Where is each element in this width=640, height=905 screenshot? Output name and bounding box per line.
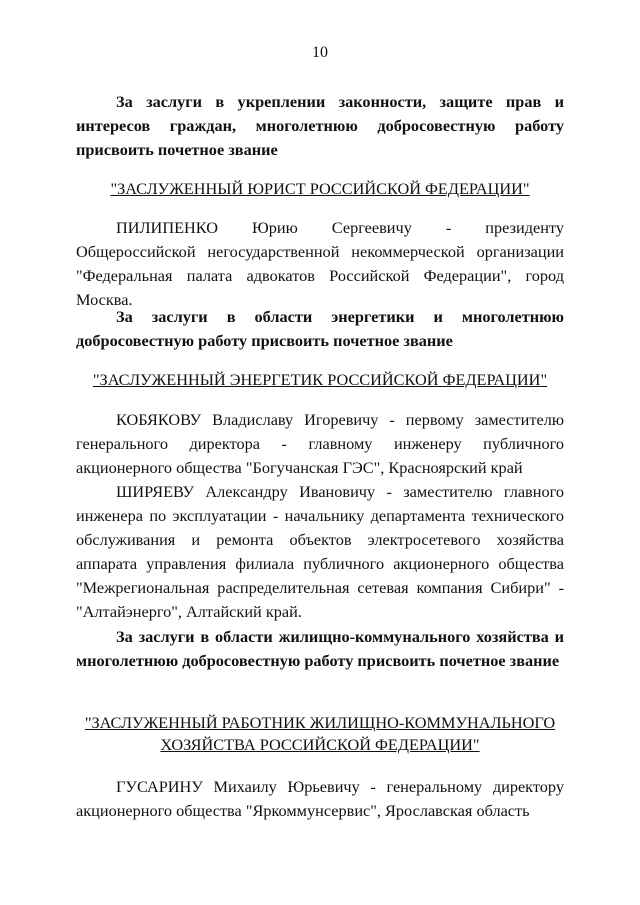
section-3-intro: За заслуги в области жилищно-коммунального хозяйства и многолетнюю добросовестную работу присвоить почетное звание <box>76 627 564 670</box>
page-number: 10 <box>312 44 328 61</box>
section-3-title-line-1: "ЗАСЛУЖЕННЫЙ РАБОТНИК ЖИЛИЩНО-КОММУНАЛЬНОГО <box>84 713 556 732</box>
section-1-intro: За заслуги в укреплении законности, защите прав и интересов граждан, многолетнюю добросовестную работу присвоить почетное звание <box>76 92 564 159</box>
section-1-awardee-1: ПИЛИПЕНКО Юрию Сергеевичу - президенту Общероссийской негосударственной некоммерческой организации "Федеральная палата адвокатов Российской Федерации", город Москва. <box>76 218 564 309</box>
section-2-awardee-1: КОБЯКОВУ Владиславу Игоревичу - первому заместителю генерального директора - главному инженеру публичного акционерного общества "Богучанская ГЭС", Красноярский край <box>76 410 564 477</box>
section-2-title: "ЗАСЛУЖЕННЫЙ ЭНЕРГЕТИК РОССИЙСКОЙ ФЕДЕРАЦИИ" <box>92 370 548 389</box>
section-1-title: "ЗАСЛУЖЕННЫЙ ЮРИСТ РОССИЙСКОЙ ФЕДЕРАЦИИ" <box>110 179 530 198</box>
section-3-awardee-1: ГУСАРИНУ Михаилу Юрьевичу - генеральному директору акционерного общества "Яркоммунсервис", Ярославская область <box>76 777 564 820</box>
section-2-awardee-2: ШИРЯЕВУ Александру Ивановичу - заместителю главного инженера по эксплуатации - начальнику департамента технического обслуживания и ремонта объектов электросетевого хозяйства аппарата управления филиала публичного акционерного общества "Межрегиональная распределительная сетевая компания Сибири" - "Алтайэнерго", Алтайский край. <box>76 482 564 621</box>
section-2-intro: За заслуги в области энергетики и многолетнюю добросовестную работу присвоить почетное звание <box>76 307 564 350</box>
section-3-title-line-2: ХОЗЯЙСТВА РОССИЙСКОЙ ФЕДЕРАЦИИ" <box>160 735 480 754</box>
